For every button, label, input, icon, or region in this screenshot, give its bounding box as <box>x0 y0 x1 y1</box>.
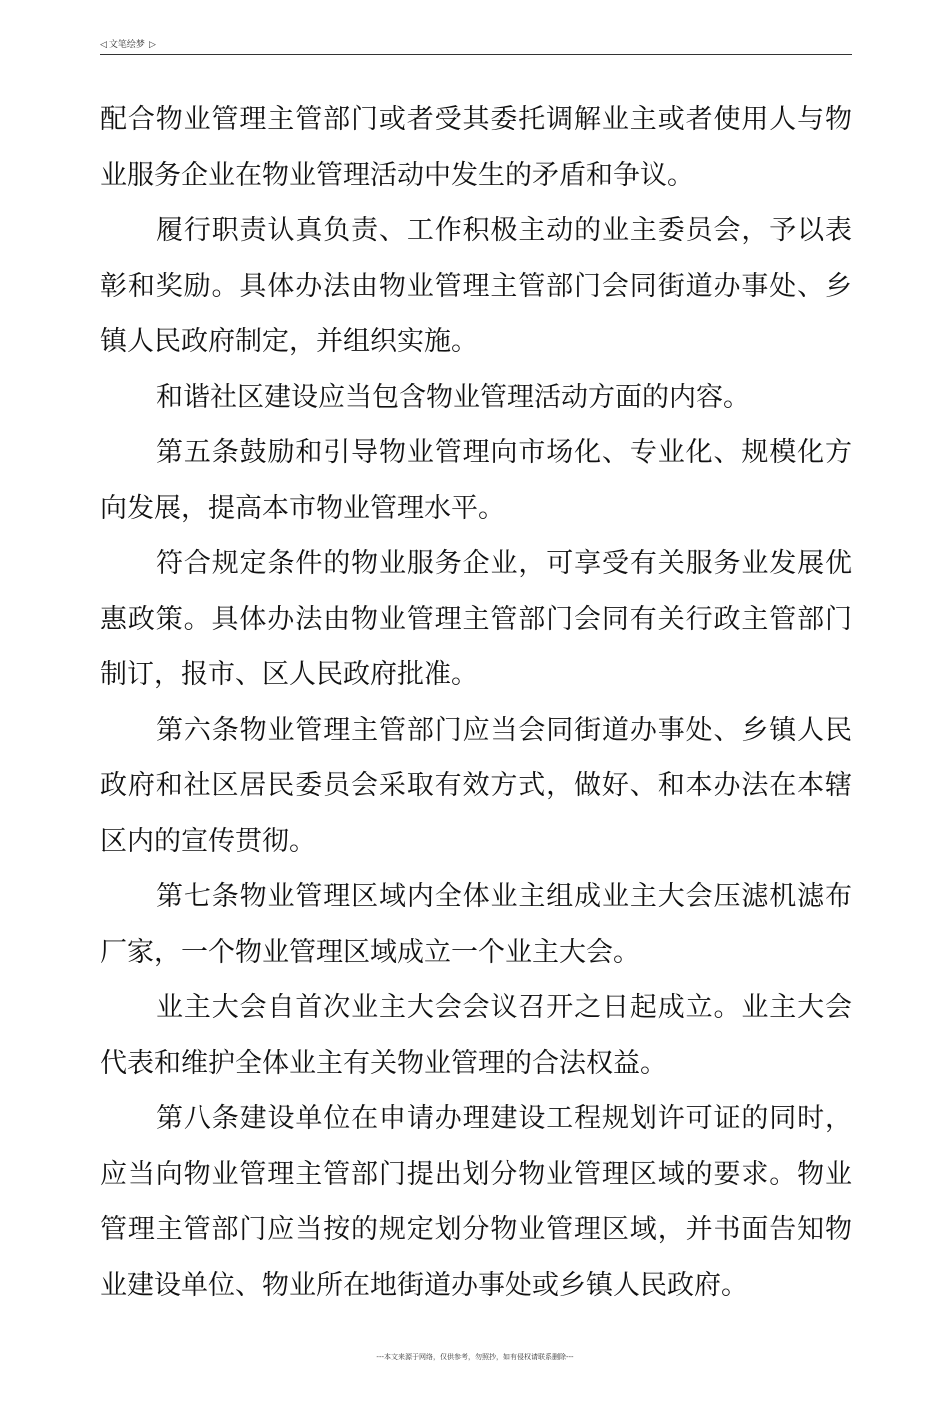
paragraph: 和谐社区建设应当包含物业管理活动方面的内容。 <box>156 381 750 413</box>
header-title: 文笔绘梦 <box>108 40 145 50</box>
paragraph: 配合物业管理主管部门或者受其委托调解业主或者使用人与物业服务企业在物业管理活动中发生的矛盾和争议。 <box>100 104 852 191</box>
paragraph: 第八条建设单位在申请办理建设工程规划许可证的同时，应当向物业管理主管部门提出划分物业管理区域的要求。物业管理主管部门应当按的规定划分物业管理区域，并书面告知物业建设单位、物业所在地街道办事处或乡镇人民政府。 <box>100 1103 852 1301</box>
paragraph: 第五条鼓励和引导物业管理向市场化、专业化、规模化方向发展，提高本市物业管理水平。 <box>100 437 852 524</box>
left-triangle-icon: ◁ <box>100 40 107 50</box>
paragraph: 业主大会自首次业主大会会议召开之日起成立。业主大会代表和维护全体业主有关物业管理的合法权益。 <box>100 992 852 1079</box>
paragraph: 符合规定条件的物业服务企业，可享受有关服务业发展优惠政策。具体办法由物业管理主管部门会同有关行政主管部门制订，报市、区人民政府批准。 <box>100 548 852 690</box>
right-triangle-icon: ▷ <box>148 40 156 50</box>
paragraph: 履行职责认真负责、工作积极主动的业主委员会，予以表彰和奖励。具体办法由物业管理主管部门会同街道办事处、乡镇人民政府制定，并组织实施。 <box>100 215 852 357</box>
paragraph: 第六条物业管理主管部门应当会同街道办事处、乡镇人民政府和社区居民委员会采取有效方式，做好、和本办法在本辖区内的宣传贯彻。 <box>100 714 852 857</box>
document-body <box>100 92 852 1313</box>
paragraph: 第七条物业管理区域内全体业主组成业主大会压滤机滤布厂家，一个物业管理区域成立一个业主大会。 <box>100 881 852 968</box>
page-header <box>100 38 852 55</box>
page-footer: ---本文来源于网络，仅供参考，勿照抄，如有侵权请联系删除--- <box>376 1353 574 1361</box>
